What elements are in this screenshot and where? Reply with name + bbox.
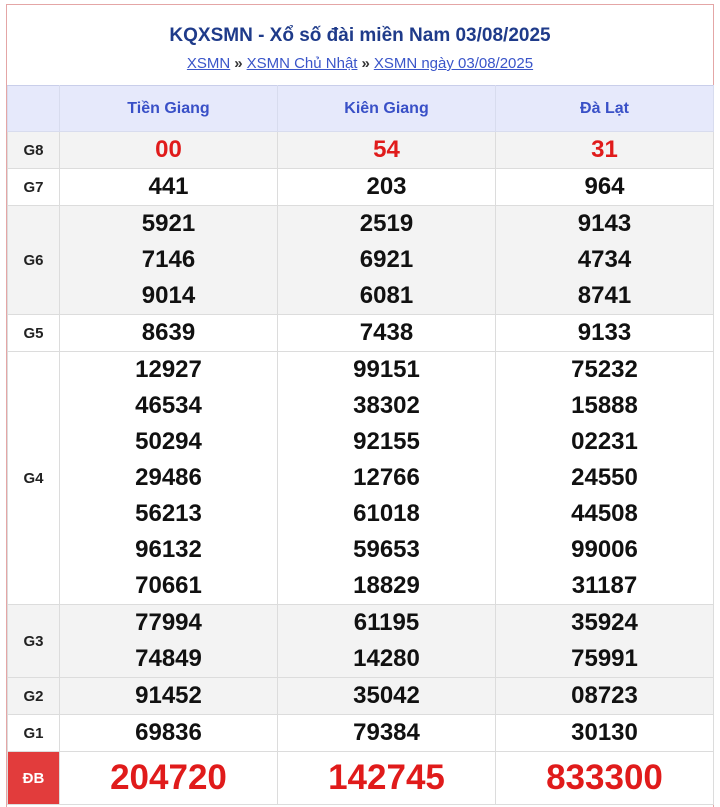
prize-number: 91452 xyxy=(135,682,202,709)
prize-cell xyxy=(496,752,714,805)
province-header-row xyxy=(8,86,714,132)
prize-cell xyxy=(496,132,714,169)
prize-number: 75232 xyxy=(571,356,638,383)
prize-cell xyxy=(278,169,496,206)
results-header xyxy=(7,5,713,85)
page-title: KQXSMN - Xổ số đài miền Nam 03/08/2025 xyxy=(169,25,551,46)
prize-number: 46534 xyxy=(135,392,202,419)
prize-cell xyxy=(278,132,496,169)
prize-number: 59653 xyxy=(353,536,420,563)
prize-cell xyxy=(60,715,278,752)
prize-number: 8741 xyxy=(577,282,632,309)
prize-number: 2519 xyxy=(359,210,414,237)
prize-number: 75991 xyxy=(571,645,638,672)
province-kien-giang[interactable]: Kiên Giang xyxy=(278,86,496,132)
prize-number: 50294 xyxy=(135,428,202,455)
prize-row-g2 xyxy=(8,678,714,715)
prize-number: 38302 xyxy=(353,392,420,419)
prize-number: 31 xyxy=(591,136,618,163)
prize-label: G6 xyxy=(8,206,60,315)
prize-cell xyxy=(60,352,278,605)
prize-cell xyxy=(60,315,278,352)
prize-label: G5 xyxy=(8,315,60,352)
prize-label: G3 xyxy=(8,605,60,678)
prize-cell xyxy=(60,678,278,715)
prize-number: 9143 xyxy=(577,210,632,237)
prize-cell xyxy=(496,315,714,352)
prize-number: 5921 xyxy=(141,210,196,237)
breadcrumb-xsmn-link[interactable]: XSMN xyxy=(186,55,231,72)
prize-label: G1 xyxy=(8,715,60,752)
prize-number: 00 xyxy=(155,136,182,163)
prize-number: 24550 xyxy=(571,464,638,491)
special-prize-number: 204720 xyxy=(110,758,227,797)
prize-cell xyxy=(278,206,496,315)
prize-label: G2 xyxy=(8,678,60,715)
prize-cell xyxy=(60,132,278,169)
prize-cell xyxy=(60,752,278,805)
province-da-lat[interactable]: Đà Lạt xyxy=(496,86,714,132)
breadcrumb-separator: » xyxy=(234,55,243,72)
prize-number: 54 xyxy=(373,136,400,163)
prize-cell xyxy=(496,715,714,752)
prize-row-g1 xyxy=(8,715,714,752)
prize-cell xyxy=(278,715,496,752)
special-prize-number: 833300 xyxy=(546,758,663,797)
breadcrumb-separator: » xyxy=(361,55,370,72)
prize-cell xyxy=(60,206,278,315)
prize-number: 18829 xyxy=(353,572,420,599)
prize-label: G7 xyxy=(8,169,60,206)
prize-number: 74849 xyxy=(135,645,202,672)
prize-row-g5 xyxy=(8,315,714,352)
prize-number: 44508 xyxy=(571,500,638,527)
prize-row-g8 xyxy=(8,132,714,169)
results-panel xyxy=(6,4,714,807)
prize-number: 70661 xyxy=(135,572,202,599)
breadcrumb-date-link[interactable]: XSMN ngày 03/08/2025 xyxy=(373,55,534,72)
prize-number: 61018 xyxy=(353,500,420,527)
prize-number: 29486 xyxy=(135,464,202,491)
special-prize-number: 142745 xyxy=(328,758,445,797)
prize-number: 14280 xyxy=(353,645,420,672)
results-table xyxy=(7,85,714,805)
prize-label: ĐB xyxy=(8,752,60,805)
prize-cell xyxy=(496,678,714,715)
prize-number: 15888 xyxy=(571,392,638,419)
prize-cell xyxy=(60,605,278,678)
prize-number: 61195 xyxy=(353,609,420,636)
prize-number: 35042 xyxy=(353,682,420,709)
prize-row-g4 xyxy=(8,352,714,605)
prize-number: 92155 xyxy=(353,428,420,455)
prize-number: 12927 xyxy=(135,356,202,383)
prize-label: G8 xyxy=(8,132,60,169)
prize-number: 7146 xyxy=(141,246,196,273)
prize-cell xyxy=(496,169,714,206)
prize-number: 02231 xyxy=(571,428,638,455)
prize-cell xyxy=(278,678,496,715)
prize-number: 56213 xyxy=(135,500,202,527)
prize-number: 31187 xyxy=(571,572,638,599)
prize-number: 77994 xyxy=(135,609,202,636)
prize-number: 203 xyxy=(366,173,407,200)
prize-row-g6 xyxy=(8,206,714,315)
prize-row-db xyxy=(8,752,714,805)
prize-number: 964 xyxy=(584,173,625,200)
prize-cell xyxy=(60,169,278,206)
prize-number: 4734 xyxy=(577,246,632,273)
prize-cell xyxy=(496,605,714,678)
prize-cell xyxy=(278,315,496,352)
breadcrumb-sunday-link[interactable]: XSMN Chủ Nhật xyxy=(246,55,358,72)
prize-cell xyxy=(278,605,496,678)
prize-number: 441 xyxy=(148,173,189,200)
province-tien-giang[interactable]: Tiền Giang xyxy=(60,86,278,132)
prize-number: 35924 xyxy=(571,609,638,636)
prize-cell xyxy=(496,206,714,315)
prize-number: 7438 xyxy=(359,319,414,346)
prize-row-g3 xyxy=(8,605,714,678)
corner-cell xyxy=(8,86,60,132)
prize-cell xyxy=(496,352,714,605)
prize-number: 8639 xyxy=(141,319,196,346)
prize-number: 9133 xyxy=(577,319,632,346)
prize-cell xyxy=(278,752,496,805)
prize-row-g7 xyxy=(8,169,714,206)
prize-number: 79384 xyxy=(353,719,420,746)
prize-number: 6921 xyxy=(359,246,414,273)
prize-number: 99151 xyxy=(353,356,420,383)
prize-number: 69836 xyxy=(135,719,202,746)
prize-number: 6081 xyxy=(359,282,414,309)
prize-number: 96132 xyxy=(135,536,202,563)
prize-number: 08723 xyxy=(571,682,638,709)
breadcrumb xyxy=(7,55,713,73)
prize-cell xyxy=(278,352,496,605)
prize-number: 30130 xyxy=(571,719,638,746)
prize-number: 9014 xyxy=(141,282,196,309)
prize-number: 12766 xyxy=(353,464,420,491)
prize-number: 99006 xyxy=(571,536,638,563)
prize-label: G4 xyxy=(8,352,60,605)
